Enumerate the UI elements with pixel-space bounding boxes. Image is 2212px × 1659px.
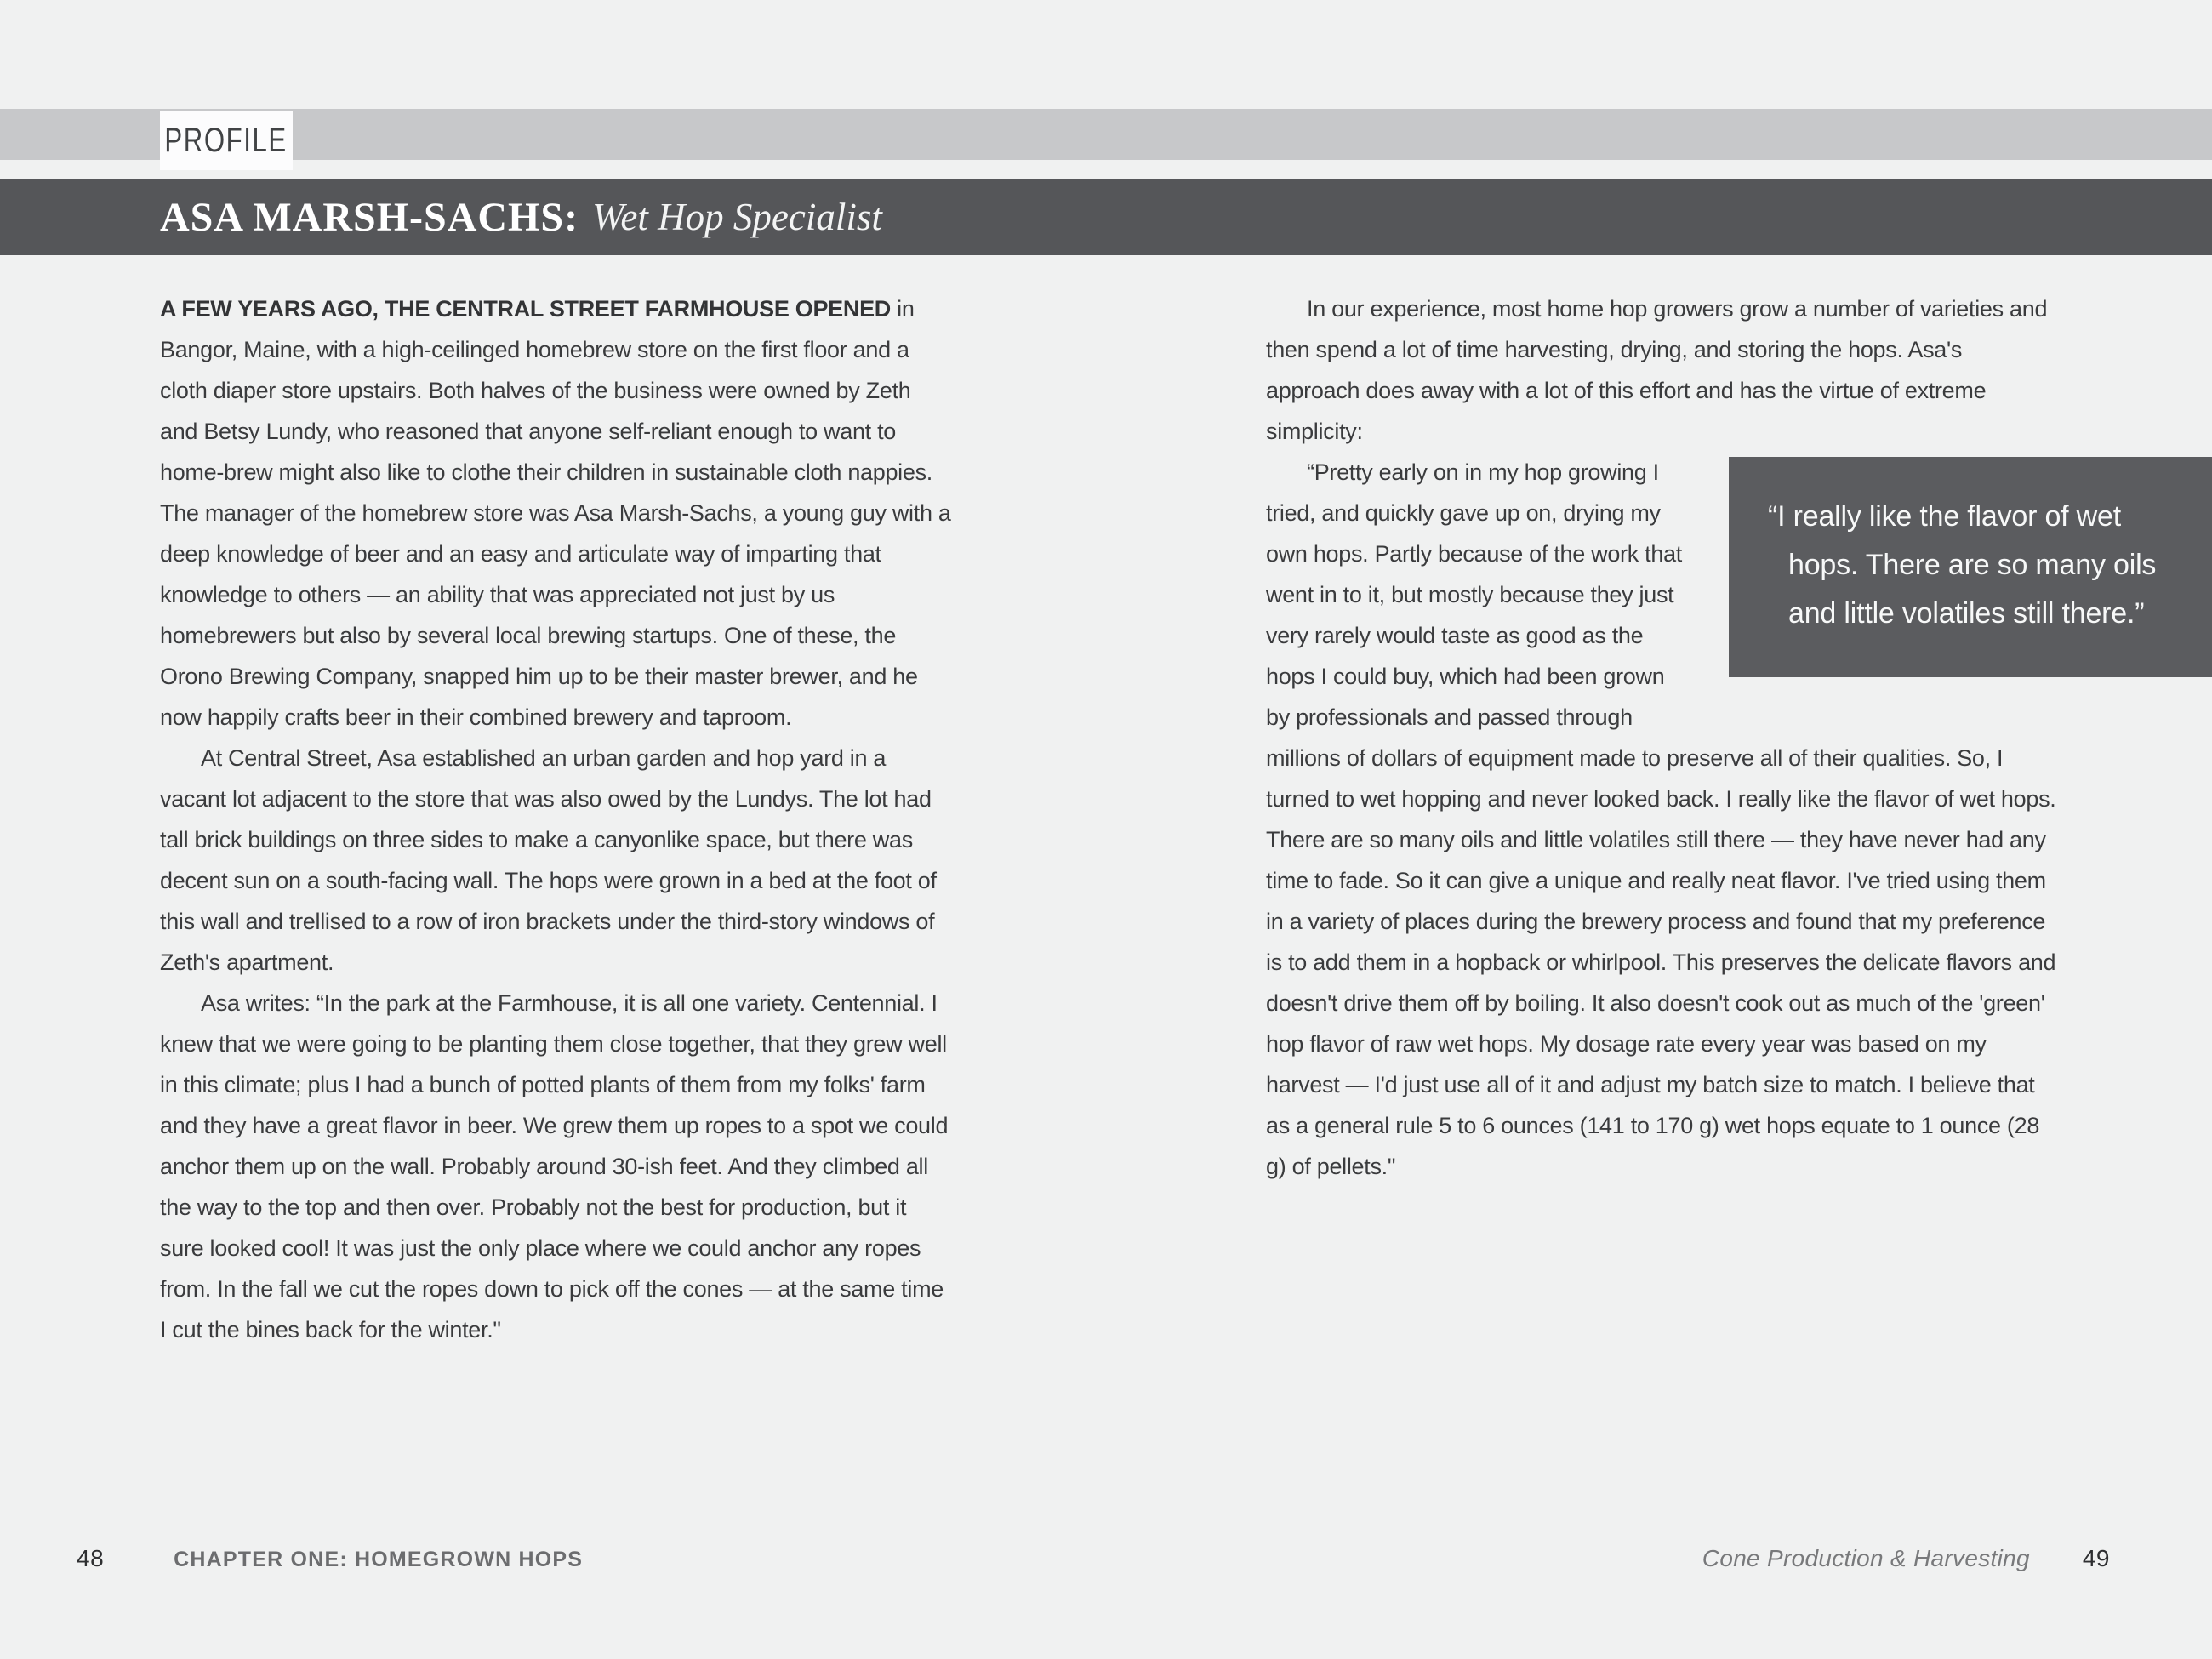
body-columns	[160, 288, 2157, 1350]
paragraph: In our experience, most home hop growers grow a number of varieties and then spend a lot of time harvesting, drying, and storing the hops. Asa's approach does away with a lot of this effort and has the virtue of extreme simplicity:	[1266, 296, 2048, 444]
pull-quote-box	[1729, 457, 2212, 677]
section-label: Cone Production & Harvesting	[1702, 1545, 2030, 1571]
left-page-footer	[77, 1545, 583, 1572]
profile-title-bar	[0, 179, 2212, 255]
profile-subtitle: Wet Hop Specialist	[592, 196, 882, 238]
right-page-column	[1266, 288, 2157, 1350]
kicker-label: PROFILE	[164, 121, 288, 159]
pull-quote-text: “I really like the flavor of wet hops. There are so many oils and little volatiles still there.”	[1768, 500, 2157, 630]
page-number-right: 49	[2082, 1545, 2110, 1571]
left-page-column	[160, 288, 953, 1350]
paragraph: “Pretty early on in my hop growing I tried, and quickly gave up on, drying my own hops. Partly because of the work that went in to it, but mostly because they just very rarely would taste as good as the hops I could buy, which had been grown by professionals and passed through millions of dollars of equipment made to preserve all of their qualities. So, I turned to wet hopping and never looked back. I really like the flavor of wet hops. There are so many oils and little volatiles still there — they have never had any time to fade. So it can give a unique and really neat flavor. I've tried using them in a variety of places during the brewery process and found that my preference is to add them in a hopback or whirlpool. This preserves the delicate flavors and doesn't drive them off by boiling. It also doesn't cook out as much of the 'green' hop flavor of raw wet hops. My dosage rate every year was based on my harvest — I'd just use all of it and adjust my batch size to match. I believe that as a general rule 5 to 6 ounces (141 to 170 g) wet hops equate to 1 ounce (28 g) of pellets."	[1266, 459, 2056, 1179]
paragraph: At Central Street, Asa established an urban garden and hop yard in a vacant lot adjacent to the store that was also owed by the Lundys. The lot had tall brick buildings on three sides to make a canyonlike space, but there was decent sun on a south-facing wall. The hops were grown in a bed at the foot of this wall and trellised to a row of iron brackets under the third-story windows of Zeth's apartment.	[160, 745, 937, 975]
chapter-label: CHAPTER ONE: HOMEGROWN HOPS	[174, 1548, 584, 1571]
paragraph	[160, 288, 953, 738]
right-page-footer	[1702, 1545, 2110, 1572]
page-number-left: 48	[77, 1545, 105, 1571]
kicker-bar	[0, 109, 2212, 160]
paragraph-lead-in: A FEW YEARS AGO, THE CENTRAL STREET FARMHOUSE OPENED	[160, 296, 891, 322]
profile-name: ASA MARSH-SACHS:	[160, 194, 579, 240]
paragraph: Asa writes: “In the park at the Farmhouse, it is all one variety. Centennial. I knew that we were going to be planting them close together, that they grew well in this climate; plus I had a bunch of potted plants of them from my folks' farm and they have a great flavor in beer. We grew them up ropes to a spot we could anchor them up on the wall. Probably around 30-ish feet. And they climbed all the way to the top and then over. Probably not the best for production, but it sure looked cool! It was just the only place where we could anchor any ropes from. In the fall we cut the ropes down to pick off the cones — at the same time I cut the bines back for the winter."	[160, 990, 949, 1343]
kicker-label-box	[160, 111, 293, 170]
paragraph-text: in Bangor, Maine, with a high-ceilinged homebrew store on the first floor and a cloth diaper store upstairs. Both halves of the business were owned by Zeth and Betsy Lundy, who reasoned that anyone self-reliant enough to want to home-brew might also like to clothe their children in sustainable cloth nappies. The manager of the homebrew store was Asa Marsh-Sachs, a young guy with a deep knowledge of beer and an easy and articulate way of imparting that knowledge to others — an ability that was appreciated not just by us homebrewers but also by several local brewing startups. One of these, the Orono Brewing Company, snapped him up to be their master brewer, and he now happily crafts beer in their combined brewery and taproom.	[160, 296, 951, 730]
